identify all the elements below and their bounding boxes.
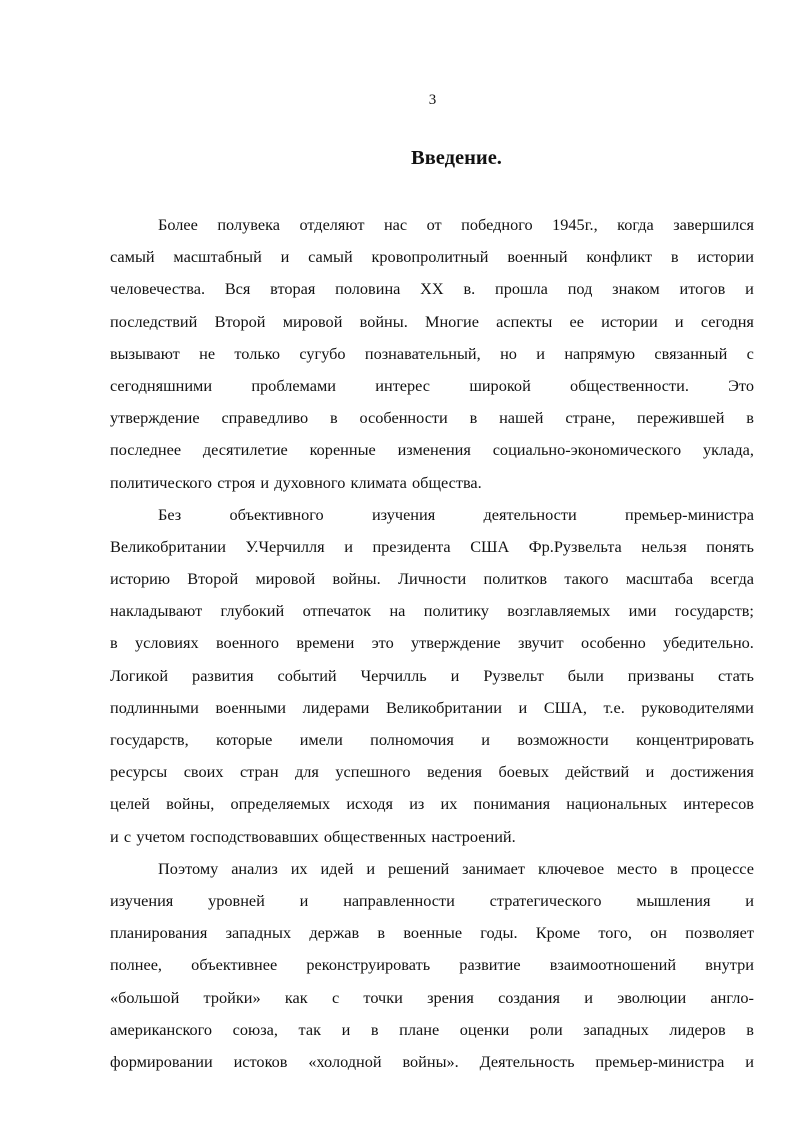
paragraph <box>110 499 754 853</box>
text-line: ресурсы своих стран для успешного ведения боевых действий и достижения <box>110 762 754 782</box>
text-line: подлинными военными лидерами Великобритании и США, т.е. руководителями <box>110 697 754 717</box>
text-line: Логикой развития событий Черчилль и Рузвельт были призваны стать <box>110 665 754 685</box>
text-line: Более полувека отделяют нас от победного 1945г., когда завершился <box>158 215 754 234</box>
text-line: «большой тройки» как с точки зрения создания и эволюции англо- <box>110 987 754 1007</box>
text-line: государств, которые имели полномочия и возможности концентрировать <box>110 730 754 749</box>
text-line: самый масштабный и самый кровопролитный военный конфликт в истории <box>110 247 754 267</box>
page-number: 3 <box>428 92 437 108</box>
text-line: в условиях военного времени это утверждение звучит особенно убедительно. <box>110 633 754 653</box>
page-title: Введение. <box>411 147 502 169</box>
text-line: планирования западных держав в военные годы. Кроме того, он позволяет <box>110 923 754 943</box>
text-line: американского союза, так и в плане оценки роли западных лидеров в <box>110 1019 754 1039</box>
text-line: политического строя и духовного климата общества. <box>110 472 482 492</box>
paragraph <box>110 209 754 499</box>
text-line: человечества. Вся вторая половина XX в. прошла под знаком итогов и <box>110 279 754 299</box>
text-line: историю Второй мировой войны. Личности политков такого масштаба всегда <box>110 569 754 589</box>
text-line: Без объективного изучения деятельности премьер-министра <box>158 504 754 524</box>
text-line: полнее, объективнее реконструировать развитие взаимоотношений внутри <box>110 955 754 975</box>
text-line: и с учетом господствовавших общественных настроений. <box>110 826 516 846</box>
paragraph <box>110 853 754 1078</box>
text-line: вызывают не только сугубо познавательный, но и напрямую связанный с <box>110 343 754 363</box>
text-line: формировании истоков «холодной войны». Деятельность премьер-министра и <box>110 1051 754 1071</box>
text-line: целей войны, определяемых исходя из их понимания национальных интересов <box>110 794 754 814</box>
text-line: накладывают глубокий отпечаток на политику возглавляемых ими государств; <box>110 601 754 621</box>
text-line: последнее десятилетие коренные изменения социально-экономического уклада, <box>110 440 754 460</box>
text-line: сегодняшними проблемами интерес широкой общественности. Это <box>110 375 754 395</box>
text-line: Великобритании У.Черчилля и президента США Фр.Рузвельта нельзя понять <box>110 536 754 556</box>
text-line: последствий Второй мировой войны. Многие аспекты ее истории и сегодня <box>110 311 754 331</box>
text-line: Поэтому анализ их идей и решений занимает ключевое место в процессе <box>158 858 754 878</box>
text-line: изучения уровней и направленности стратегического мышления и <box>110 890 754 910</box>
body-text <box>110 209 754 1078</box>
text-line: утверждение справедливо в особенности в нашей стране, пережившей в <box>110 408 754 428</box>
